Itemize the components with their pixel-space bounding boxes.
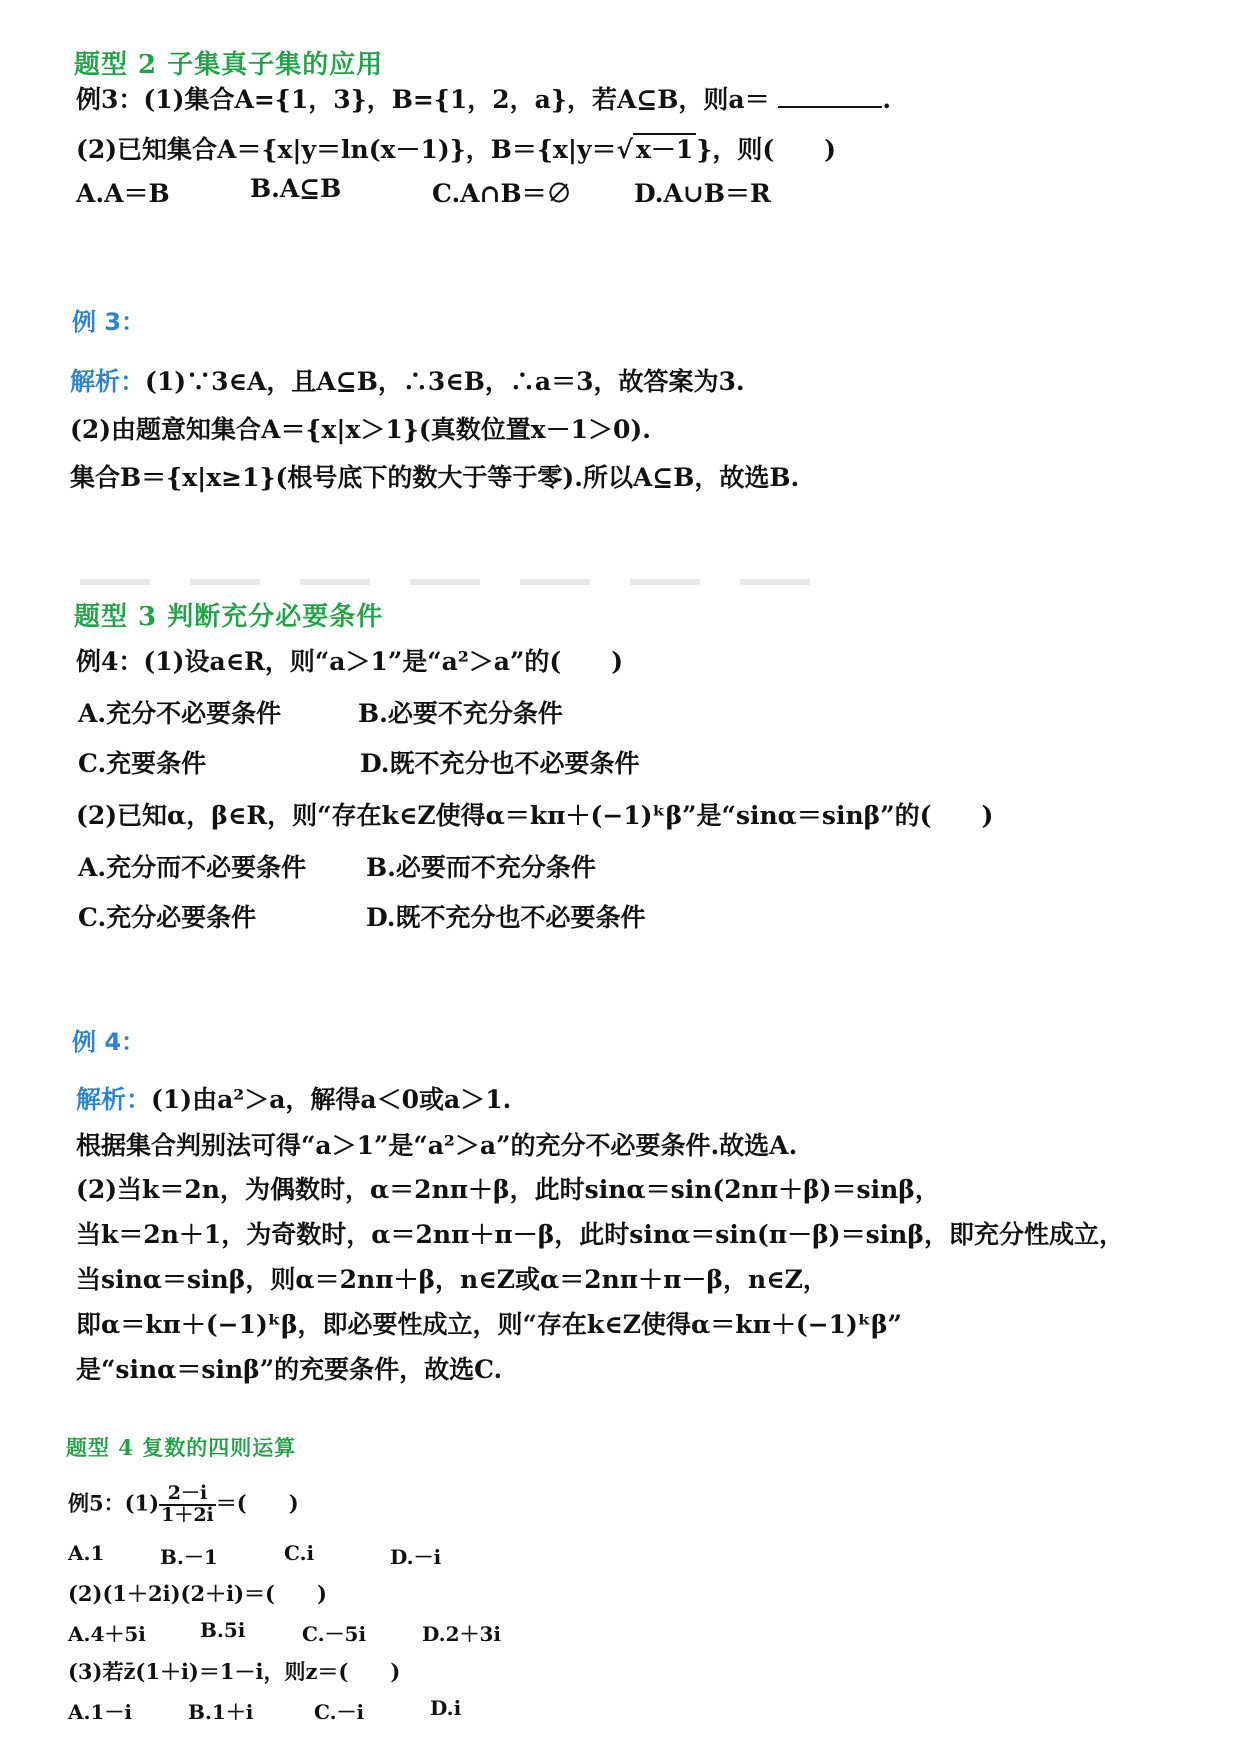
example5-question3: (3)若z̄(1＋i)＝1－i，则z＝( ) — [68, 1659, 401, 1684]
example5-q1-suffix: ＝( ) — [215, 1490, 299, 1516]
example5-q1-prefix: 例5：(1) — [68, 1490, 160, 1516]
ex3-option-a: A.A＝B — [76, 179, 170, 208]
ex3-option-b: B.A⊆B — [250, 174, 342, 203]
answer3-line3: 集合B＝{x|x≥1}(根号底下的数大于等于零).所以A⊆B，故选B. — [70, 463, 800, 492]
ex5q2-option-c: C.－5i — [302, 1622, 367, 1646]
answer3-line1 — [70, 362, 745, 398]
answer4-line4: 当k＝2n＋1，为奇数时，α＝2nπ＋π－β，此时sinα＝sin(π－β)＝sinβ，即充分性成立， — [76, 1220, 1124, 1249]
section-title-complex: 题型 4 复数的四则运算 — [66, 1435, 297, 1460]
ex3-option-d: D.A∪B＝R — [634, 179, 771, 208]
example5-question1 — [68, 1484, 299, 1526]
example3-question1 — [76, 80, 891, 116]
fraction — [159, 1484, 216, 1526]
ex4q2-option-d: D.既不充分也不必要条件 — [366, 903, 646, 932]
analysis-label: 解析： — [70, 367, 146, 396]
sqrt-expression: √ x－1 — [617, 130, 697, 166]
example3-answer-heading: 例 3： — [72, 308, 146, 336]
radicand: x－1 — [633, 133, 696, 164]
section-title-subset: 题型 2 子集真子集的应用 — [74, 50, 384, 80]
answer3-line1-text: (1)∵3∈A，且A⊆B，∴3∈B，∴a＝3，故答案为3. — [145, 367, 745, 396]
answer4-line2: 根据集合判别法可得“a＞1”是“a²＞a”的充分不必要条件.故选A. — [76, 1131, 798, 1160]
section-title-conditions: 题型 3 判断充分必要条件 — [74, 602, 384, 632]
page-break-artifact — [80, 579, 810, 585]
ex3-option-c: C.A∩B＝∅ — [432, 179, 572, 208]
analysis-label: 解析： — [76, 1085, 152, 1114]
ex5q3-option-c: C.－i — [314, 1700, 365, 1724]
fraction-denominator: 1＋2i — [161, 1503, 214, 1526]
example3-question1-text: 例3：(1)集合A={1，3}，B={1，2，a}，若A⊆B，则a＝ — [76, 85, 770, 114]
answer4-line3: (2)当k＝2n，为偶数时，α＝2nπ＋β，此时sinα＝sin(2nπ＋β)＝sinβ， — [76, 1175, 940, 1204]
example3-question2-text-a: (2)已知集合A＝{x|y＝ln(x－1)}，B＝{x|y＝ — [76, 135, 617, 164]
answer4-line1-text: (1)由a²＞a，解得a＜0或a＞1. — [151, 1085, 512, 1114]
ex4q2-option-b: B.必要而不充分条件 — [366, 853, 596, 882]
answer4-line5: 当sinα＝sinβ，则α＝2nπ＋β，n∈Z或α＝2nπ＋π－β，n∈Z， — [76, 1265, 828, 1294]
ex4q1-option-d: D.既不充分也不必要条件 — [360, 749, 640, 778]
answer4-line6: 即α＝kπ＋(−1)ᵏβ，即必要性成立，则“存在k∈Z使得α＝kπ＋(−1)ᵏβ” — [76, 1310, 902, 1339]
example3-question2-text-b: }，则( ) — [696, 135, 836, 164]
fraction-numerator: 2－i — [159, 1484, 216, 1506]
example4-question2: (2)已知α，β∈R，则“存在k∈Z使得α＝kπ＋(−1)ᵏβ”是“sinα＝sinβ”的( ) — [76, 801, 994, 830]
answer-blank — [778, 84, 882, 108]
period: . — [882, 85, 892, 114]
example3-question2 — [76, 130, 836, 166]
ex4q1-option-a: A.充分不必要条件 — [78, 699, 282, 728]
example4-question1: 例4：(1)设a∈R，则“a＞1”是“a²＞a”的( ) — [76, 647, 624, 676]
ex4q2-option-c: C.充分必要条件 — [78, 903, 257, 932]
ex5q2-option-a: A.4＋5i — [68, 1622, 146, 1646]
answer4-line1 — [76, 1080, 511, 1116]
ex4q1-option-b: B.必要不充分条件 — [358, 699, 563, 728]
ex5q3-option-d: D.i — [430, 1696, 462, 1720]
ex5q1-option-d: D.－i — [390, 1545, 442, 1569]
ex4q2-option-a: A.充分而不必要条件 — [78, 853, 307, 882]
ex4q1-option-c: C.充要条件 — [78, 749, 207, 778]
example4-answer-heading: 例 4： — [72, 1028, 146, 1056]
answer3-line2: (2)由题意知集合A＝{x|x＞1}(真数位置x－1＞0). — [70, 415, 651, 444]
answer4-line7: 是“sinα＝sinβ”的充要条件，故选C. — [76, 1355, 503, 1384]
ex5q1-option-a: A.1 — [68, 1541, 105, 1565]
ex5q1-option-c: C.i — [284, 1541, 315, 1565]
example5-question2: (2)(1＋2i)(2＋i)＝( ) — [68, 1581, 327, 1606]
ex5q2-option-b: B.5i — [200, 1618, 246, 1642]
ex5q1-option-b: B.－1 — [160, 1545, 218, 1569]
ex5q3-option-a: A.1－i — [68, 1700, 132, 1724]
ex5q3-option-b: B.1＋i — [188, 1700, 254, 1724]
ex5q2-option-d: D.2＋3i — [422, 1622, 502, 1646]
